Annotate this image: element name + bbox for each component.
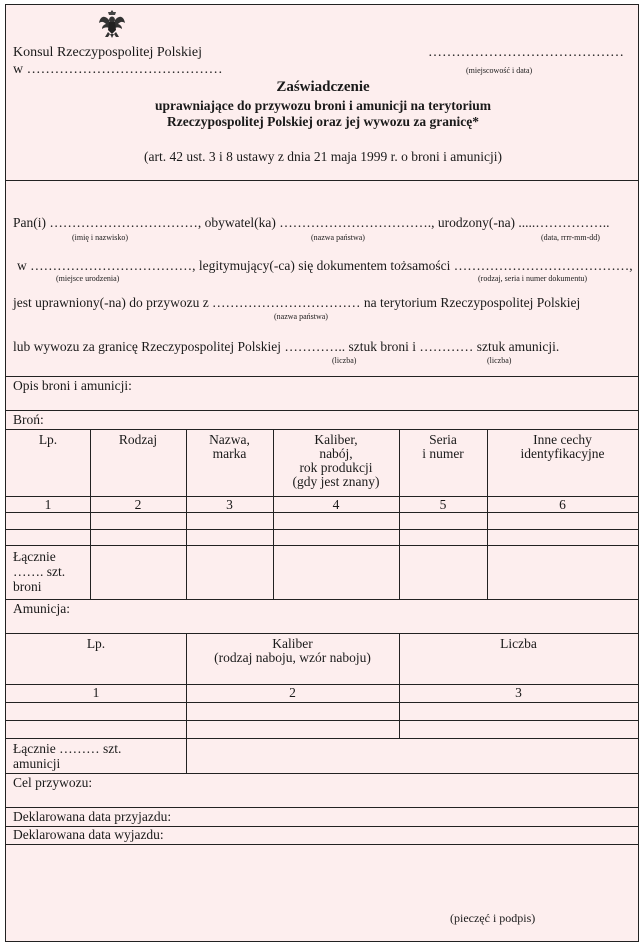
weapons-header-name: Nazwa, marka xyxy=(209,432,250,461)
person-line-4[interactable]: lub wywozu za granicę Rzeczypospolitej Polskiej ………….. sztuk broni i ………… sztuk amunicji. xyxy=(13,339,560,354)
weapons-total: Łącznie ……. szt. broni xyxy=(13,549,66,594)
name-caption: (imię i nazwisko) xyxy=(72,233,128,242)
weapons-col-number-6: 6 xyxy=(559,497,566,512)
ammo-col-number-3: 3 xyxy=(515,685,522,700)
ammo-header-count: Liczba xyxy=(500,636,537,651)
arrival-date-label: Deklarowana data przyjazdu: xyxy=(13,809,172,824)
description-label: Opis broni i amunicji: xyxy=(13,378,132,393)
weapons-label: Broń: xyxy=(13,412,44,427)
person-line-3[interactable]: jest uprawniony(-na) do przywozu z …………………………… na terytorium Rzeczypospolitej Polskiej xyxy=(13,295,581,310)
ammo-header-caliber: Kaliber (rodzaj naboju, wzór naboju) xyxy=(214,636,371,665)
weapons-col-number-2: 2 xyxy=(134,497,142,512)
ammo-count-caption: (liczba) xyxy=(487,356,512,365)
ammo-col-number-1: 1 xyxy=(92,685,100,700)
weapons-header-serial: Seria i numer xyxy=(422,432,464,461)
weapons-count-caption: (liczba) xyxy=(332,356,357,365)
ammo-total: Łącznie ……… szt. amunicji xyxy=(13,741,122,771)
weapons-col-number-5: 5 xyxy=(439,497,447,512)
purpose-label: Cel przywozu: xyxy=(13,775,93,790)
ammo-header-lp: Lp. xyxy=(86,636,106,651)
document-subtitle-2: Rzeczypospolitej Polskiej oraz jej wywozu za granicę* xyxy=(167,114,479,129)
ammo-col-number-2: 2 xyxy=(289,685,296,700)
consul-label: Konsul Rzeczypospolitej Polskiej xyxy=(13,45,202,60)
weapons-header-type: Rodzaj xyxy=(118,432,158,447)
departure-date-label: Deklarowana data wyjazdu: xyxy=(13,827,164,842)
polish-eagle-emblem xyxy=(98,8,126,40)
stamp-signature-caption: (pieczęć i podpis) xyxy=(450,911,536,925)
nationality-caption: (nazwa państwa) xyxy=(311,233,365,242)
weapons-col-number-4: 4 xyxy=(332,497,340,512)
consul-location-field[interactable]: w …………………………………… xyxy=(13,62,223,77)
weapons-header-caliber: Kaliber, nabój, rok produkcji (gdy jest znany) xyxy=(292,432,380,489)
weapons-col-number-3: 3 xyxy=(226,497,233,512)
place-date-field[interactable]: …………………………………… xyxy=(428,45,624,60)
person-line-2[interactable]: w ………………………………, legitymujący(-ca) się dokumentem tożsamości …………………………………, xyxy=(17,258,633,273)
document-title: Zaświadczenie xyxy=(276,79,370,95)
weapons-col-number-1: 1 xyxy=(44,497,52,512)
birth-date-caption: (data, rrrr-mm-dd) xyxy=(541,233,600,242)
place-date-caption: (miejscowość i data) xyxy=(466,66,533,75)
ammo-label: Amunicja: xyxy=(13,601,70,616)
person-line-1[interactable]: Pan(i) ……………………………, obywatel(ka) ……………………………., urodzony(-na) .....…………….. xyxy=(13,215,610,230)
document-caption: (rodzaj, seria i numer dokumentu) xyxy=(478,274,588,283)
certificate-form xyxy=(5,4,639,942)
weapons-header-other: Inne cechy identyfikacyjne xyxy=(520,432,605,461)
document-subtitle-1: uprawniające do przywozu broni i amunicji na terytorium xyxy=(154,98,492,113)
birthplace-caption: (miejsce urodzenia) xyxy=(56,274,120,283)
legal-basis: (art. 42 ust. 3 i 8 ustawy z dnia 21 maja 1999 r. o broni i amunicji) xyxy=(143,149,503,164)
country-caption: (nazwa państwa) xyxy=(274,312,328,321)
weapons-header-lp: Lp. xyxy=(38,432,58,447)
